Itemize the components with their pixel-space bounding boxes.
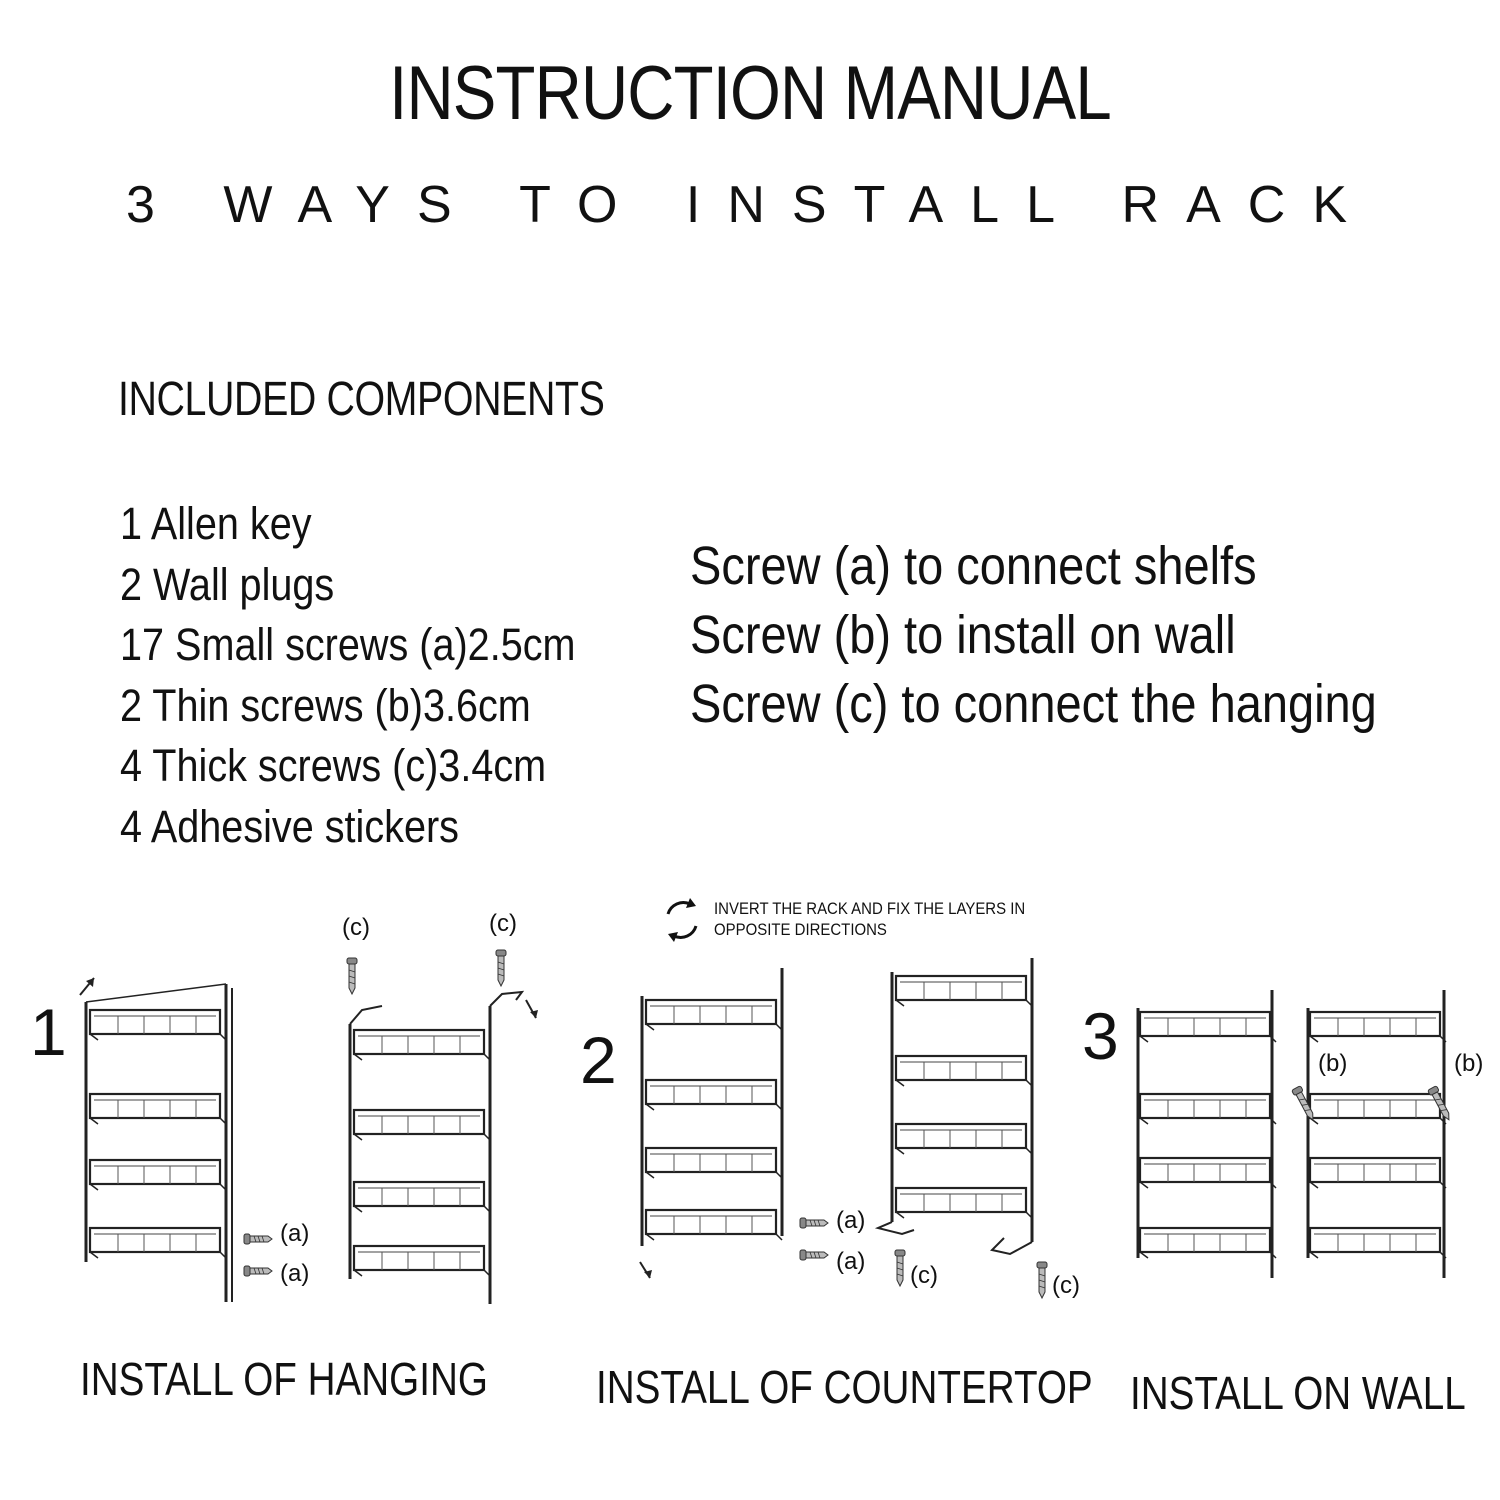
screw-label: (a): [280, 1260, 310, 1287]
page-title: INSTRUCTION MANUAL: [389, 51, 1111, 136]
method-caption: INSTALL OF COUNTERTOP: [596, 1361, 1093, 1413]
method-caption: INSTALL OF HANGING: [80, 1353, 488, 1405]
screw-label: (c): [342, 914, 370, 941]
component-item: 2 Wall plugs: [120, 558, 335, 610]
invert-note: [714, 898, 1025, 940]
rack-drawing: [86, 984, 232, 1302]
screw-note: Screw (b) to install on wall: [690, 605, 1236, 665]
components-heading: INCLUDED COMPONENTS: [118, 373, 605, 426]
screw-label: (c): [910, 1262, 938, 1289]
rack-drawing: [878, 958, 1032, 1254]
screw-label: (c): [1052, 1272, 1080, 1299]
rack-drawing: [350, 992, 522, 1304]
method-caption: INSTALL ON WALL: [1130, 1367, 1466, 1419]
page-subtitle: 3 WAYS TO INSTALL RACK: [125, 176, 1375, 234]
component-item: 1 Allen key: [120, 498, 312, 549]
screw-label: (a): [836, 1248, 866, 1275]
screw-label: (a): [836, 1207, 866, 1234]
method-number: 1: [30, 995, 67, 1069]
rotate-arrows-icon: [668, 898, 696, 942]
screw-label: (a): [280, 1220, 310, 1247]
screw-note: Screw (c) to connect the hanging: [690, 674, 1377, 734]
invert-note-line: OPPOSITE DIRECTIONS: [714, 920, 887, 939]
invert-note-line: INVERT THE RACK AND FIX THE LAYERS IN: [714, 899, 1026, 918]
rack-drawing: [642, 968, 782, 1246]
component-item: 4 Adhesive stickers: [120, 800, 459, 852]
screw-label: (b): [1454, 1050, 1484, 1077]
rack-drawing: [1308, 990, 1446, 1278]
method-number: 3: [1082, 999, 1119, 1073]
screw-label: (c): [489, 910, 517, 937]
component-item: 2 Thin screws (b)3.6cm: [120, 679, 531, 731]
method-number: 2: [580, 1023, 617, 1097]
component-item: 4 Thick screws (c)3.4cm: [120, 740, 547, 791]
rack-drawing: [1138, 990, 1276, 1278]
screw-label: (b): [1318, 1050, 1348, 1077]
component-item: 17 Small screws (a)2.5cm: [120, 619, 576, 670]
screw-note: Screw (a) to connect shelfs: [690, 536, 1257, 596]
